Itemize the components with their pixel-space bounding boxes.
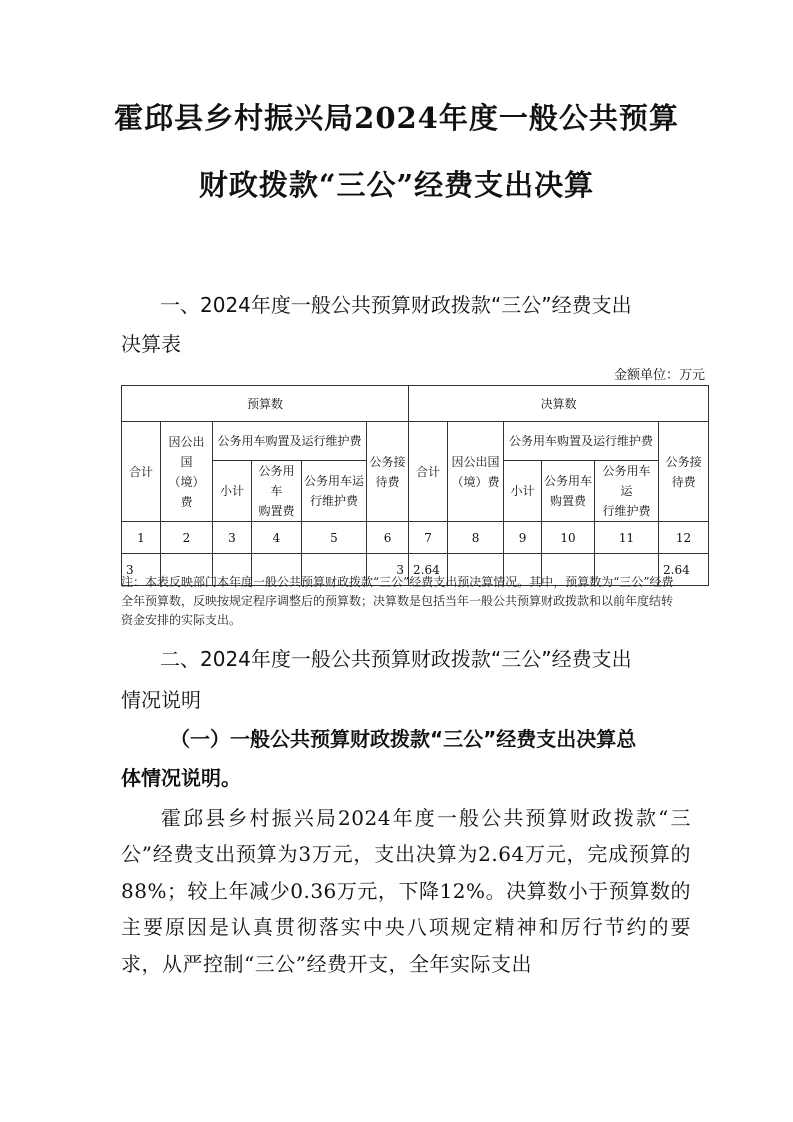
final-subtotal-header: 小计 — [504, 461, 542, 522]
budget-reception-value: 3 — [367, 554, 409, 586]
header-text: 公务用车 — [258, 464, 295, 498]
table-cell: 2 — [161, 522, 213, 554]
budget-total-header: 合计 — [122, 422, 161, 522]
table-group-header-row — [122, 386, 709, 422]
header-text: 因公出国 — [451, 454, 500, 469]
header-text: 购置费 — [258, 504, 295, 518]
table-cell: 12 — [659, 522, 709, 554]
header-text: 公务接 — [369, 454, 406, 469]
header-text: 公务用车运 — [602, 464, 651, 498]
table-cell: 6 — [367, 522, 409, 554]
budget-reception-header — [367, 422, 409, 522]
subsection-1-heading-line-2: 体情况说明。 — [121, 766, 241, 790]
header-text: 公务用车运 — [304, 474, 365, 488]
table-index-row — [122, 522, 709, 554]
budget-purchase-header — [252, 461, 302, 522]
table-cell: 5 — [302, 522, 367, 554]
table-cell: 10 — [542, 522, 595, 554]
budget-subtotal-header: 小计 — [213, 461, 252, 522]
budget-group-header: 预算数 — [122, 386, 409, 422]
header-text: 购置费 — [550, 494, 587, 508]
header-text: 公务用车 — [544, 474, 593, 488]
final-reception-header — [659, 422, 709, 522]
table-header-row-1 — [122, 422, 709, 461]
header-text: 行维护费 — [602, 504, 651, 518]
expense-summary-paragraph: 霍邱县乡村振兴局2024年度一般公共预算财政拨款“三公”经费支出预算为3万元，支出决算为2.64万元，完成预算的88%；较上年减少0.36万元，下降12%。决算数小于预算数的主要原因是认真贯彻落实中央八项规定精神和厉行节约的要求，从严控制“三公”经费开支，全年实际支出 — [121, 806, 691, 976]
three-public-expenses-table — [121, 385, 709, 586]
final-reception-value: 2.64 — [659, 554, 709, 586]
header-text: 待费 — [375, 474, 400, 489]
section-2-heading-line-2: 情况说明 — [121, 688, 201, 712]
final-group-header: 决算数 — [409, 386, 709, 422]
final-total-value: 2.64 — [409, 554, 448, 586]
table-cell: 4 — [252, 522, 302, 554]
document-title-line-2: 财政拨款“三公”经费支出决算 — [198, 168, 595, 202]
table-cell: 7 — [409, 522, 448, 554]
section-1-heading-line-2: 决算表 — [121, 332, 181, 356]
subsection-1-heading-line-1: （一）一般公共预算财政拨款“三公”经费支出决算总 — [170, 727, 637, 751]
table-cell: 1 — [122, 522, 161, 554]
budget-vehicle-group-header: 公务用车购置及运行维护费 — [213, 422, 367, 461]
header-text: 行维护费 — [309, 494, 358, 508]
table-footnote: 注：本表反映部门本年度一般公共预算财政拨款“三公”经费支出预决算情况。其中，预算数为“三公”经费全年预算数，反映按规定程序调整后的预算数；决算数是包括当年一般公共预算财政拨款和以前年度结转资金安排的实际支出。 — [121, 575, 674, 627]
header-text: （境）费 — [451, 474, 500, 489]
table-cell: 11 — [595, 522, 659, 554]
header-text: 公务接 — [665, 454, 702, 469]
amount-unit-label: 金额单位：万元 — [613, 368, 705, 383]
header-text: 待费 — [671, 474, 696, 489]
header-text: 因公出国 — [168, 434, 205, 469]
budget-maintain-header — [302, 461, 367, 522]
final-purchase-header — [542, 461, 595, 522]
budget-abroad-header — [161, 422, 213, 522]
table-cell: 8 — [448, 522, 504, 554]
section-1-heading-line-1: 一、2024年度一般公共预算财政拨款“三公”经费支出 — [160, 293, 632, 317]
final-maintain-header — [595, 461, 659, 522]
table-cell: 3 — [213, 522, 252, 554]
final-abroad-header — [448, 422, 504, 522]
final-total-header: 合计 — [409, 422, 448, 522]
table-cell: 9 — [504, 522, 542, 554]
final-vehicle-group-header: 公务用车购置及运行维护费 — [504, 422, 659, 461]
header-text: （境）费 — [168, 474, 205, 509]
budget-total-value: 3 — [122, 554, 161, 586]
section-2-heading-line-1: 二、2024年度一般公共预算财政拨款“三公”经费支出 — [160, 647, 632, 671]
document-title-line-1: 霍邱县乡村振兴局2024年度一般公共预算 — [114, 101, 679, 135]
